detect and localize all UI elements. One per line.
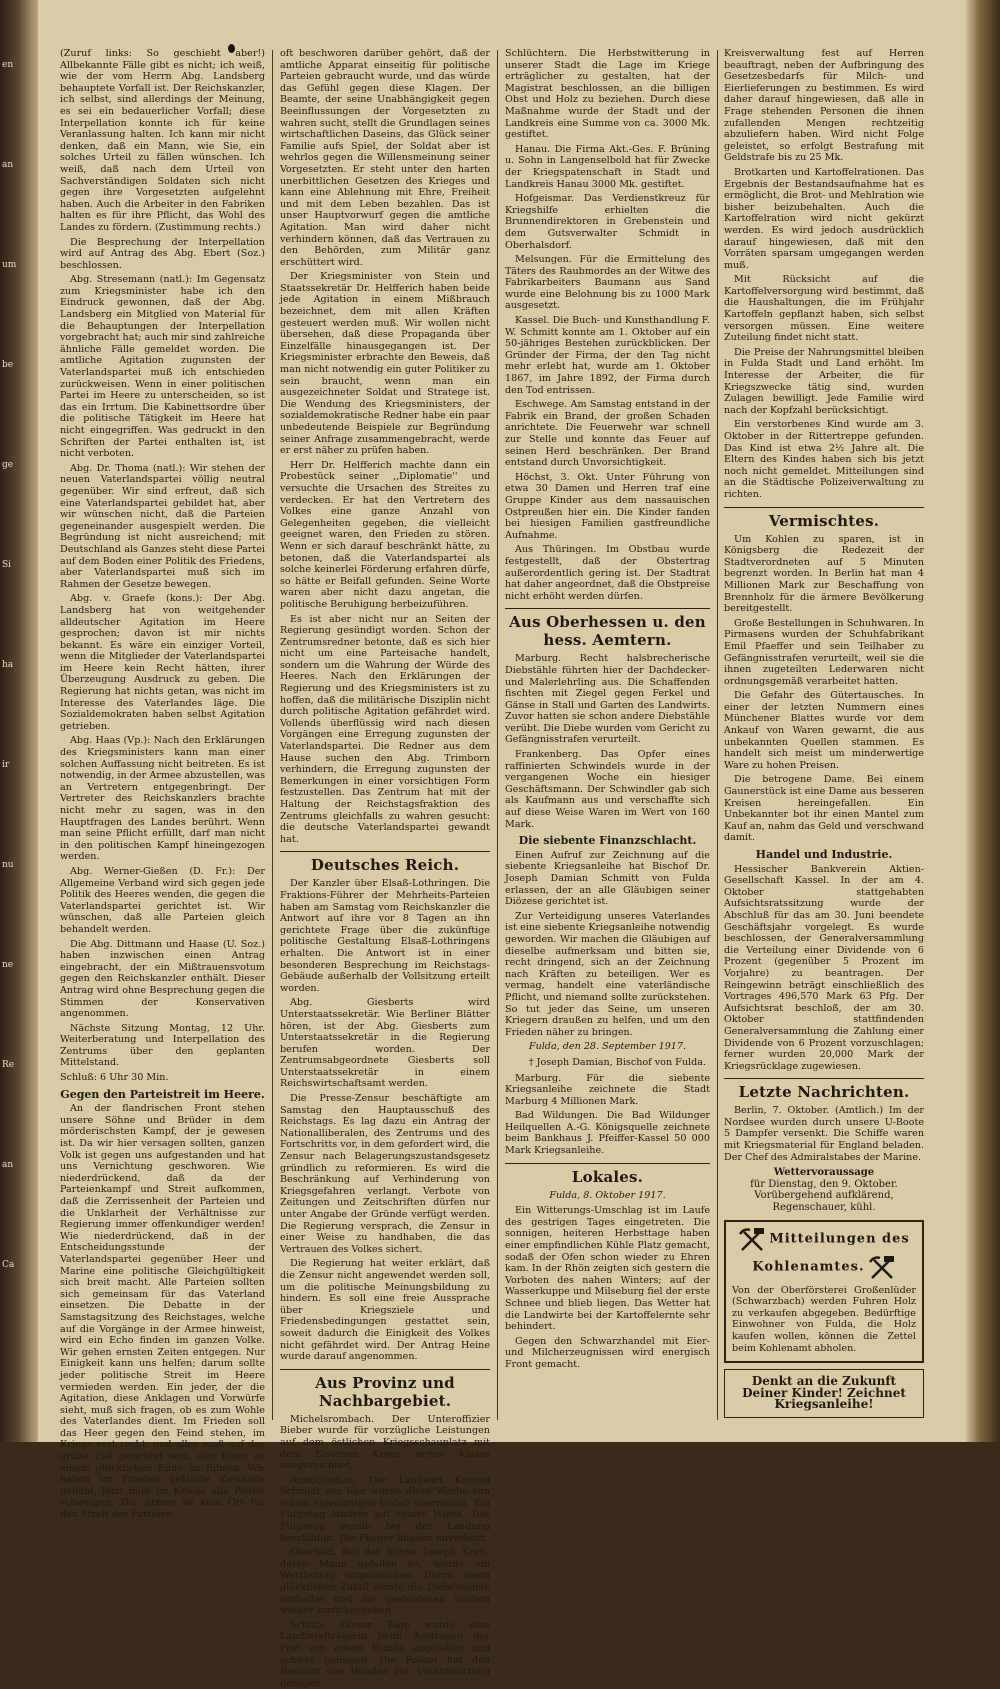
margin-fragment: be — [2, 360, 14, 370]
column-4 — [724, 48, 924, 1428]
paragraph: Mit Rücksicht auf die Kartoffelversorgung wird bestimmt, daß die Haushaltungen, die im Frühjahr Kartoffeln gepflanzt haben, sich selbst versorgen müssen. Eine weitere Zuteilung findet nicht statt. — [724, 274, 924, 344]
column-rule — [272, 50, 273, 1420]
paragraph: Abg. Giesberts wird Unterstaatssekretär. Wie Berliner Blätter hören, ist der Abg. Giesberts zum Unterstaatssekretär in die Regierung berufen worden. Der Zentrumsabgeordnete Giesberts soll Unterstaatssekretär in einem Reichswirtschaftsamt werden. — [280, 997, 490, 1090]
paragraph: Nächste Sitzung Montag, 12 Uhr. Weiterberatung und Interpellation des Zentrums über den geplanten Mittelstand. — [60, 1022, 265, 1069]
paragraph: Hanau. Die Firma Akt.-Ges. F. Brüning u. Sohn in Langenselbold hat für Zwecke der Kriegspatenschaft in Stadt und Landkreis Hanau 3000 Mk. gestiftet. — [505, 143, 710, 190]
margin-fragment: ne — [2, 960, 14, 970]
paragraph: Abg. Haas (Vp.): Nach den Erklärungen des Kriegsministers kann man einer solchen Auffassung nicht beitreten. Es ist notwendig, in der Armee abzustellen, was an Vertretern entgegenbringt. Der Vertreter des Reichskanzlers brachte nicht mehr zu sagen, was in den Hauptfragen des Landes berührt. Wenn man seine Pflicht erfüllt, darf man nicht in den politischen Kampf hineingezogen werden. — [60, 735, 265, 863]
section-heading: Aus Provinz und Nachbargebiet. — [280, 1369, 490, 1410]
weather-forecast — [724, 1167, 924, 1213]
paragraph: Marburg. Recht halsbrecherische Diebstähle führten hier der Dachdecker- und Malerlehrling aus. Die Schaffenden fischten mit Ziegel gegen Ferkel und Gänse in Stall und Garten des Landwirts. Zuvor hatten sie schon andere Diebstähle verübt. Die Diebe wurden vom Gericht zu Gefängnisstrafen verurteilt. — [505, 653, 710, 746]
coal-office-title: Mitteilungen des Kohlenamtes. — [752, 1231, 910, 1275]
margin-fragment: um — [2, 260, 17, 270]
margin-fragment: nu — [2, 860, 14, 870]
paragraph: (Zuruf links: So geschieht aber!) Allbekannte Fälle gibt es nicht; ich weiß, wie der vom Herrn Abg. Landsberg behauptete Vorfall ist. Der Reichskanzler, ich selbst, sind allerdings der Meinung, es sei ein bedauerlicher Vorfall; diese Interpellation konnte ich für keine Veranlassung halten. Ich kann mir nicht denken, daß ein Mann, wie Sie, ein solches Urteil zu fällen wünschen. Ich weiß, daß nach dem Urteil von Sachverständigen Soldaten sich nicht gegen ihre Vorgesetzten aufgelehnt haben. Auch die Arbeiter in den Fabriken halten es für ihre Pflicht, das Wohl des Landes zu fördern. (Zustimmung rechts.) — [60, 48, 265, 233]
section-heading: Deutsches Reich. — [280, 851, 490, 874]
paragraph: Der Kriegsminister von Stein und Staatssekretär Dr. Helfferich haben beide jede Agitation in einem Mißbrauch bezeichnet, dem mit allen Kräften gesteuert werden muß. Wir wollen nicht übersehen, daß diese Propaganda über Einzelfälle hinausgegangen ist. Der Kriegsminister erbrachte den Beweis, daß man nicht notwendig ein guter Politiker zu sein braucht, wenn man ein ausgezeichneter Soldat und Stratege ist. Die Wendung des Kriegsministers, der sozialdemokratische Redner habe ein paar unbedeutende Beispiele zur Begründung seiner Anfrage zusammengebracht, werde er erst näher zu prüfen haben. — [280, 271, 490, 457]
margin-fragments — [2, 60, 36, 1360]
section-heading: Letzte Nachrichten. — [724, 1078, 924, 1101]
weather-title: Wettervoraussage — [773, 1167, 875, 1179]
paragraph: Kreisverwaltung fest auf Herren beauftragt, neben der Aufbringung des Gesetzesbedarfs für Milch- und Eierlieferungen zu bestimmen. Es wird daher darauf hingewiesen, daß alle in Frage stehenden Personen die ihnen zufallenden Mengen rechtzeitig abzuliefern haben. Wird nicht Folge geleistet, so erfolgt Bestrafung mit Geldstrafe bis zu 25 Mk. — [724, 48, 924, 164]
paragraph: Oberfeld. Bei der Witwe Joseph Kraft, deren Mann gefallen ist, wurde ein Wertbetrag eingebrochen. Durch einen glücklichen Zufall wurde die Diebesbande verhaftet und die gestohlenen Sachen wieder zurückgegeben. — [280, 1547, 490, 1617]
section-heading: Vermischtes. — [724, 507, 924, 530]
paragraph: Eschwege. Am Samstag entstand in der Fabrik ein Brand, der großen Schaden anrichtete. Die Feuerwehr war schnell zur Stelle und konnte das Feuer auf seinen Herd beschränken. Der Brand entstand durch Unvorsichtigkeit. — [505, 399, 710, 469]
article-heading: Handel und Industrie. — [755, 848, 893, 861]
column-1 — [60, 48, 265, 1521]
column-rule — [497, 50, 498, 1420]
paragraph: Die betrogene Dame. Bei einem Gaunerstück ist eine Dame aus besseren Kreisen hereingefallen. Ein Unbekannter bot ihr einen Mantel zum Kauf an, nahm das Geld und verschwand damit. — [724, 774, 924, 844]
paragraph: Die Preise der Nahrungsmittel bleiben in Fulda Stadt und Land erhöht. Im Interesse der Arbeiter, die für Kriegszwecke tätig sind, wurden Zulagen bewilligt. Jede Familie wird nach der Kopfzahl berücksichtigt. — [724, 346, 924, 416]
war-bond-ad: Denkt an die Zukunft Deiner Kinder! Zeichnet Kriegsanleihe! — [724, 1369, 924, 1418]
session-close: Schluß: 6 Uhr 30 Min. — [60, 1072, 169, 1084]
paragraph: Herr Dr. Helfferich machte dann ein Probestück seiner ,,Diplomatie'' und versuchte die Ursachen des Streites zu verdecken. Er hat den Vertretern des Volkes eine ganze Anzahl von Gelegenheiten gegeben, die vielleicht geeignet waren, den Frieden zu stören. Wenn er sich darauf beschränkt hätte, zu betonen, daß die Vaterlandspartei als solche keinerlei Förderung erfahren dürfe, so hätte er Beifall gefunden. Seine Worte waren aber nicht dazu angetan, die politische Beruhigung herbeizuführen. — [280, 459, 490, 610]
paragraph: Einen Aufruf zur Zeichnung auf die siebente Kriegsanleihe hat Bischof Dr. Joseph Damian Schmitt von Fulda erlassen, der an alle Gläubigen seiner Diözese gerichtet ist. — [505, 849, 710, 908]
margin-fragment: en — [2, 60, 14, 70]
paragraph: Große Bestellungen in Schuhwaren. In Pirmasens wurden der Schuhfabrikant Emil Pfaeffer und sein Teilhaber zu Gefängnisstrafen verurteilt, weil sie die ihnen zugeteilten Lederwaren nicht ordnungsgemäß verarbeitet hatten. — [724, 617, 924, 687]
margin-fragment: Si — [2, 560, 12, 570]
paragraph: Rudolphshan. Der Landwirt Konrad Schmidt von hier wurde diese Woche von einem eigenartigen Unfall überrascht. Ein Flugzeug landete auf seiner Wiese. Das Flugzeug wurde bei der Landung beschädigt. Die Flieger blieben unverletzt. — [280, 1474, 490, 1544]
paragraph: Abg. Dr. Thoma (natl.): Wir stehen der neuen Vaterlandspartei völlig neutral gegenüber. Wir sind erfreut, daß sich eine Vaterlandspartei gebildet hat, aber wir wünschen nicht, daß die Parteien gegeneinander ausgespielt werden. Die Begründung ist nicht ausreichend; mit Deutschland als Ganzes steht diese Partei auf dem Boden einer Politik des Friedens, aber Vaterlandspartei muß sich im Rahmen der Gesetze bewegen. — [60, 462, 265, 590]
section-heading: Lokales. — [505, 1163, 710, 1186]
paragraph: Kassel. Die Buch- und Kunsthandlung F. W. Schmitt konnte am 1. Oktober auf ein 50-jähriges Bestehen zurückblicken. Der Gründer der Firma, der den Tag nicht mehr erlebt hat, wurde am 1. Oktober 1867, im Jahre 1892, der Firma durch den Tod entrissen. — [505, 315, 710, 396]
paragraph: Schlitz. Dieser Tage wurde eine Landbriefträgerin beim Austragen der Post von einem Hunde angefallen und schwer gebissen. Die Polizei hat den Besitzer des Hundes zur Verantwortung gezogen. — [280, 1619, 490, 1689]
paragraph: Ein verstorbenes Kind wurde am 3. Oktober in der Rittertreppe gefunden. Das Kind ist etwa 2½ Jahre alt. Die Eltern des Kindes haben sich bis jetzt noch nicht gemeldet. Mitteilungen sind an die Städtische Polizeiverwaltung zu richten. — [724, 419, 924, 500]
paragraph: Abg. Werner-Gießen (D. Fr.): Der Allgemeine Verband wird sich gegen jede Politik des Heeres wenden, die gegen die Vaterlandspartei gerichtet ist. Wir wünschen, daß alle Parteien gleich behandelt werden. — [60, 865, 265, 935]
paragraph: Hessischer Bankverein Aktien-Gesellschaft Kassel. In der am 4. Oktober stattgehabten Aufsichtsratssitzung wurde der Abschluß für das am 30. Juni beendete Geschäftsjahr vorgelegt. Es wurde beschlossen, der Generalversammlung die Verteilung einer Dividende von 6 Prozent (gegenüber 5 Prozent im Vorjahre) zu beantragen. Der Reingewinn beträgt einschließlich des Vortrages 496,570 Mark 63 Pfg. Der Aufsichtsrat beschloß, der am 30. Oktober stattfindenden Generalversammlung die Zahlung einer Dividende von 6 Prozent vorzuschlagen; ferner wurden 20,000 Mark der Kriegsrücklage zugewiesen. — [724, 863, 924, 1072]
paragraph: Schlüchtern. Die Herbstwitterung in unserer Stadt die Lage im Kriege erträglicher zu gestalten, hat der Magistrat beschlossen, an die billigen Obst und Holz zu beziehen. Durch diese Maßnahme wurde der Stadt und der Landkreis eine Summe von ca. 3000 Mk. gestiftet. — [505, 48, 710, 141]
margin-fragment: an — [2, 1160, 14, 1170]
paragraph: Marburg. Für die siebente Kriegsanleihe zeichnete die Stadt Marburg 4 Millionen Mark. — [505, 1072, 710, 1107]
paragraph: Abg. Stresemann (natl.): Im Gegensatz zum Kriegsminister habe ich den Eindruck gewonnen, daß der Abg. Landsberg ein Mitglied von Material für die Behauptungen der Interpellation vorgebracht hat; auch mir sind zahlreiche ähnliche Fälle gemeldet worden. Die amtliche Agitation zugunsten der Vaterlandspartei muß ich entschieden zurückweisen. Wenn in einer politischen Partei im Heere zu unterscheiden, so ist das ein Irrtum. Die Kabinettsordre über die politische Tätigkeit im Heere hat nicht eingegriffen. Was gedruckt in den Schriften der Partei enthalten ist, ist nicht verboten. — [60, 274, 265, 460]
paragraph: Zur Verteidigung unseres Vaterlandes ist eine siebente Kriegsanleihe notwendig geworden. Wir machen die Gläubigen auf dieselbe aufmerksam und bitten sie, recht dringend, sich an der Zeichnung nach Kräften zu beteiligen. Wer es vermag, handelt eine vaterländische Pflicht, und niemand sollte zurückstehen. So tut jeder das Seine, um unseren Kriegern draußen zu helfen, und um den Frieden näher zu bringen. — [505, 910, 710, 1038]
paragraph: oft beschworen darüber gehört, daß der amtliche Apparat einseitig für politische Parteien gebraucht wurde, und das würde das Gefühl gegen diese Klagen. Der Beamte, der seine Unabhängigkeit gegen Beeinflussungen der Vorgesetzten zu wahren sucht, stellt die Grundlagen seines wirtschaftlichen Daseins, das Glück seiner Familie aufs Spiel, der Soldat aber ist wehrlos gegen die Willensmeinung seiner Vorgesetzten. Er steht unter den harten unerbittlichen Gesetzen des Krieges und kann eine Ablehnung mit Ehre, Freiheit und mit dem Leben bezahlen. Das ist unser Hauptvorwurf gegen die amtliche Agitation. Man wird daher nicht verhindern können, daß das Vertrauen zu den Behörden, zum Militär ganz erschüttert wird. — [280, 48, 490, 268]
hammer-and-pick-icon — [738, 1226, 766, 1254]
weather-text: für Dienstag, den 9. Oktober. Vorübergehend aufklärend, Regenschauer, kühl. — [750, 1178, 898, 1214]
column-rule — [717, 50, 718, 1420]
paragraph: Die Abg. Dittmann und Haase (U. Soz.) haben inzwischen einen Antrag eingebracht, der ein Mißtrauensvotum gegen den Reichskanzler enthält. Dieser Antrag wird ohne Besprechung gegen die Stimmen der Konservativen angenommen. — [60, 938, 265, 1020]
paragraph: Gegen den Schwarzhandel mit Eier- und Milcherzeugnissen wird energisch Front gemacht. — [505, 1335, 710, 1370]
paragraph: Höchst, 3. Okt. Unter Führung von etwa 30 Damen und Herren traf eine Gruppe Kinder aus dem nassauischen Ostpreußen hier ein. Die Kinder fanden bei hiesigen Familien gastfreundliche Aufnahme. — [505, 471, 710, 541]
paragraph: Es ist aber nicht nur an Seiten der Regierung gesündigt worden. Schon der Zentrumsredner betonte, daß es sich hier nicht um eine Parteisache handelt, sondern um die Wahrung der Würde des Heeres. Nach den Erklärungen der Regierung und des Kriegsministers ist zu hoffen, daß die militärische Disziplin nicht durch politische Agitation gefährdet wird. Vollends überflüssig wird nach diesen Vorgängen eine Erregung zugunsten der Vaterlandspartei. Die Redner aus dem Hause suchen den Abg. Trimborn verhindern, die Erregung zugunsten der Bemerkungen in einer vorsichtigen Form festzustellen. Das Zentrum hat mit der Haltung der Reichstagsfraktion des Zentrums gleichfalls zu wahren gesucht: die deutsche Vaterlandspartei gewandt hat. — [280, 613, 490, 845]
margin-fragment: Ca — [2, 1260, 15, 1270]
hammer-and-pick-icon — [868, 1254, 896, 1282]
margin-fragment: an — [2, 160, 14, 170]
dateline: Fulda, 8. Oktober 1917. — [549, 1189, 666, 1201]
paragraph: Bad Wildungen. Die Bad Wildunger Heilquellen A.-G. Königsquelle zeichnete beim Bankhaus J. Pfeiffer-Kassel 50 000 Mark Kriegsanleihe. — [505, 1110, 710, 1157]
paragraph: Aus Thüringen. Im Obstbau wurde festgestellt, daß der Obstertrag außerordentlich gering ist. Der Stadtrat hat daher angeordnet, daß die Obstpreise nicht erhöht werden dürfen. — [505, 544, 710, 602]
paragraph: Um Kohlen zu sparen, ist in Königsberg die Redezeit der Stadtverordneten auf 5 Minuten begrenzt worden. In Berlin hat man 4 Millionen Mark zur Beschaffung von Brennholz für die ärmere Bevölkerung bereitgestellt. — [724, 533, 924, 615]
paragraph: Brotkarten und Kartoffelrationen. Das Ergebnis der Bestandsaufnahme hat es ermöglicht, die Brot- und Mehlration wie bisher beizubehalten. Auch die Kartoffelration wird nicht gekürzt werden. Es wird jedoch ausdrücklich darauf hingewiesen, daß mit den Vorräten sparsam umgegangen werden muß. — [724, 166, 924, 271]
margin-fragment: ge — [2, 460, 14, 470]
margin-fragment: ha — [2, 660, 14, 670]
paragraph: Der Kanzler über Elsaß-Lothringen. Die Fraktions-Führer der Mehrheits-Parteien haben am Samstag vom Reichskanzler die Antwort auf ihre vor 8 Tagen an ihn gerichtete Frage über die zukünftige politische Gestaltung Elsaß-Lothringens erhalten. Die Antwort ist in einer besonderen Besprechung im Reichstags-Gebäude außerhalb der Vollsitzung erteilt worden. — [280, 878, 490, 994]
paragraph: Michelsrombach. Der Unteroffizier Bieber wurde für vorzügliche Leistungen auf dem östlichen Kriegsschauplatz mit dem Eisernen Kreuz erster Klasse ausgezeichnet. — [280, 1413, 490, 1472]
paragraph: Hofgeismar. Das Verdienstkreuz für Kriegshilfe erhielten die Brunnendirektoren in Grebenstein und dem Gutsverwalter Schmidt in Oberhalsdorf. — [505, 193, 710, 251]
article-heading: Gegen den Parteistreit im Heere. — [60, 1087, 265, 1101]
paragraph: An der flandrischen Front stehen unsere Söhne und Brüder in dem mörderischsten Kampf, der je gewesen ist. Da wir hier versagen sollten, ganzen Volk ist gegen uns aufgestanden und hat uns Vernichtung geschworen. Wie niederdrückend, daß da der Parteienkampf und Streit aufkommen, daß die Zerrissenheit der Parteien und die Unklarheit der Verhältnisse zur Regierung immer offenkundiger werden! Wie niederdrückend, daß in der Entscheidungsstunde der Vaterlandspartei gegenüber Heer und Marine eine politische Gleichgültigkeit sich breit macht. Alle Parteien sollten sich gemeinsam für das Vaterland einsetzen. Die Debatte in der Samstagsitzung des Reichstages, welche auf die Vorgänge in der Armee hinweist, wird ein Echo finden im ganzen Volke. Wir gehen ernsten Zeiten entgegen. Nur Einigkeit kann uns helfen; darum sollte jeder politische Streit im Heere vermieden werden. Ein jeder, der die Agitation, diese Anklagen und Vorwürfe sieht, muß sich fragen, ob es zum Wohle des Vaterlandes dient. Im Frieden soll das Heer gegen den Feind stehen, im Kriege erst recht; und alles muß auf das große Ziel gerichtet sein, den Krieg zu einem glücklichen Ende zu führen. Wir haben im Frieden geklärte Zustände gehabt, jetzt muß im Kriege alle Politik schweigen. Die Armee ist kein Ort für den Streit der Parteien. — [60, 1103, 265, 1521]
paragraph: Die Presse-Zensur beschäftigte am Samstag den Hauptausschuß des Reichstags. Es lag dazu ein Antrag der Nationalliberalen, des Zentrums und des Fortschritts vor, in dem gefordert wird, die Zensur nach Belagerungszustandsgesetz gründlich zu reformieren. Es wird die Beschränkung auf Verhinderung von Kriegsgefahren verlangt. Verbote von Zeitungen und Zeitschriften dürfen nur unter Angabe der Gründe verfügt werden. Die Regierung versprach, die Zensur in einer Weise zu handhaben, die das Vertrauen des Volkes sichert. — [280, 1093, 490, 1255]
paragraph: Frankenberg. Das Opfer eines raffinierten Schwindels wurde in der vergangenen Woche ein hiesiger Geschäftsmann. Der Schwindler gab sich als Kaufmann aus und verschaffte sich auf diese Weise Waren im Wert von 160 Mark. — [505, 749, 710, 830]
margin-fragment: Re — [2, 1060, 15, 1070]
paragraph: Die Regierung hat weiter erklärt, daß die Zensur nicht angewendet werden soll, um die politische Meinungsbildung zu hindern. Es soll eine freie Aussprache über Kriegsziele und Friedensbedingungen gestattet sein, soweit dadurch die Einigkeit des Volkes nicht gefährdet wird. Der Antrag Heine wurde darauf angenommen. — [280, 1258, 490, 1363]
paragraph: Ein Witterungs-Umschlag ist im Laufe des gestrigen Tages eingetreten. Die sonnigen, heiteren Herbsttage haben einer empfindlichen Kühle Platz gemacht, sodaß der Ofen schon wieder zu Ehren kam. In der Rhön zeigten sich gestern die Vorboten des nahen Winters; auf der Wasserkuppe und Milseburg fiel der erste Schnee und blieb liegen. Das Wetter hat die Landwirte bei der Kartoffelernte sehr behindert. — [505, 1205, 710, 1333]
paragraph: Die Besprechung der Interpellation wird auf Antrag des Abg. Ebert (Soz.) beschlossen. — [60, 236, 265, 271]
margin-fragment: ir — [2, 760, 10, 770]
coal-office-notice — [724, 1220, 924, 1364]
paragraph: Die Gefahr des Gütertausches. In einer der letzten Nummern eines Münchener Blattes wurde vor dem Ankauf von Waren gewarnt, die aus unbekannten Quellen stammen. Es handelt sich meist um minderwertige Ware zu hohen Preisen. — [724, 690, 924, 771]
column-3 — [505, 48, 710, 1428]
signature: † Joseph Damian, Bischof von Fulda. — [528, 1056, 706, 1068]
section-heading: Aus Oberhessen u. den hess. Aemtern. — [505, 608, 710, 649]
book-binding-edge — [966, 0, 1000, 1442]
column-2 — [280, 48, 490, 1689]
paragraph: Berlin, 7. Oktober. (Amtlich.) Im der Nordsee wurden durch unsere U-Boote 5 Dampfer versenkt. Die Schiffe waren mit Kriegsmaterial für England beladen. Der Chef des Admiralstabes der Marine. — [724, 1105, 924, 1163]
dateline: Fulda, den 28. September 1917. — [528, 1041, 687, 1053]
coal-office-text: Von der Oberförsterei Großenlüder (Schwarzbach) werden Fuhren Holz zu verkaufen abgegeben. Bedürftige Einwohner von Fulda, die Holz kaufen wollen, können die Zettel beim Kohlenamt abholen. — [732, 1284, 916, 1354]
paragraph: Melsungen. Für die Ermittelung des Täters des Raubmordes an der Witwe des Fabrikarbeiters Baumann aus Sand wurde eine Belohnung bis zu 1000 Mark ausgesetzt. — [505, 254, 710, 312]
paragraph: Abg. v. Graefe (kons.): Der Abg. Landsberg hat von weitgehender alldeutscher Agitation im Heere gesprochen; davon ist mir nichts bekannt. Es wäre ein einziger Vorteil, wenn die Mitglieder der Vaterlandspartei im Heere kein Recht hätten, ihrer Überzeugung Ausdruck zu geben. Die Regierung hat nichts getan, was nicht im Interesse des Vaterlandes läge. Die Sozialdemokraten haben selbst Agitation getrieben. — [60, 593, 265, 732]
article-heading: Die siebente Finanzschlacht. — [518, 834, 697, 848]
